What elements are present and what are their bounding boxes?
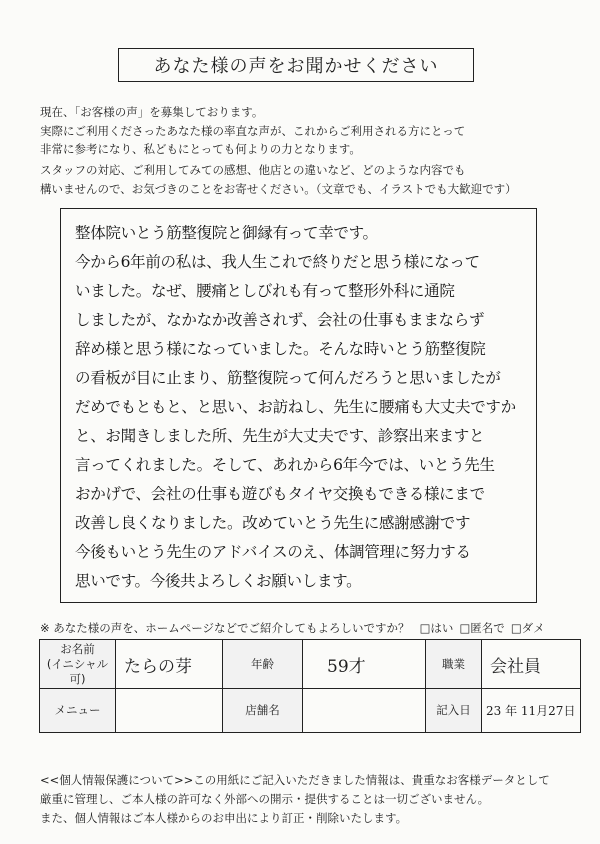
handwritten-line: おかげで、会社の仕事も遊びもタイヤ交換もできる様にまで xyxy=(75,485,485,503)
privacy-notice xyxy=(40,771,585,828)
option-anonymous-checkbox[interactable]: □匿名で xyxy=(459,621,505,635)
handwritten-line: 辞め様と思う様になっていました。そんな時いとう筋整復院 xyxy=(75,340,486,358)
intro-paragraph-1 xyxy=(40,103,580,159)
option-no-checkbox[interactable]: □ダメ xyxy=(510,621,545,635)
name-label xyxy=(40,640,116,689)
handwritten-line: 今後もいとう先生のアドバイスのえ、体調管理に努力する xyxy=(75,543,471,561)
job-label: 職業 xyxy=(426,640,482,689)
handwritten-line: しましたが、なかなか改善されず、会社の仕事もままならず xyxy=(75,311,485,329)
intro-paragraph-2 xyxy=(40,161,580,198)
permission-question xyxy=(40,620,580,636)
permission-text: ※ あなた様の声を、ホームページなどでご紹介してもよろしいですか？ xyxy=(40,621,410,635)
handwritten-line: 思いです。今後共よろしくお願いします。 xyxy=(75,572,362,590)
intro-line: 構いませんので、お気づきのことをお寄せください。（文章でも、イラストでも大歓迎です） xyxy=(40,181,517,196)
age-field[interactable]: 59才 xyxy=(303,640,426,689)
handwritten-line: と、お聞きしました所、先生が大丈夫です、診察出来ますと xyxy=(75,427,485,445)
option-yes-checkbox[interactable]: □はい xyxy=(419,621,454,635)
menu-label: メニュー xyxy=(40,689,116,733)
customer-info-table xyxy=(39,639,581,733)
intro-line: 非常に参考になり、私どもにとっても何よりの力となります。 xyxy=(40,142,361,156)
handwritten-line: 改善し良くなりました。改めていとう先生に感謝感謝です xyxy=(75,514,471,532)
handwritten-line: 言ってくれました。そして、あれから6年今では、いとう先生 xyxy=(75,456,495,474)
handwritten-line: 今から6年前の私は、我人生これで終りだと思う様になって xyxy=(75,253,480,271)
handwritten-line: の看板が目に止まり、筋整復院って何んだろうと思いましたが xyxy=(75,369,501,387)
store-label: 店舗名 xyxy=(223,689,303,733)
menu-field[interactable] xyxy=(116,689,223,733)
form-title: あなた様の声をお聞かせください xyxy=(118,48,474,82)
date-field[interactable]: 23 年 11月27日 xyxy=(482,689,581,733)
store-field[interactable] xyxy=(303,689,426,733)
handwritten-voice-box xyxy=(60,208,537,603)
handwritten-line: 整体院いとう筋整復院と御縁有って幸です。 xyxy=(75,224,378,242)
privacy-line: また、個人情報はご本人様からのお申出により訂正・削除いたします。 xyxy=(40,811,408,825)
handwritten-line: だめでもともと、と思い、お訪ねし、先生に腰痛も大丈夫ですか xyxy=(75,398,516,416)
age-label: 年齢 xyxy=(223,640,303,689)
intro-line: スタッフの対応、ご利用してみての感想、他店との違いなど、どのような内容でも xyxy=(40,163,466,177)
name-label-text: お名前 xyxy=(60,641,95,656)
privacy-line: <<個人情報保護について>>この用紙にご記入いただきました情報は、貴重なお客様データとして xyxy=(40,773,550,787)
handwritten-line: いました。なぜ、腰痛としびれも有って整形外科に通院 xyxy=(75,282,455,300)
name-field[interactable]: たらの芽 xyxy=(116,640,223,689)
intro-line: 現在、「お客様の声」を募集しております。 xyxy=(40,105,264,119)
privacy-line: 厳重に管理し、ご本人様の許可なく外部への開示・提供することは一切ございません。 xyxy=(40,792,490,806)
job-field[interactable]: 会社員 xyxy=(482,640,581,689)
date-label: 記入日 xyxy=(426,689,482,733)
name-label-sub: (イニシャル可) xyxy=(46,656,109,686)
intro-line: 実際にご利用くださったあなた様の率直な声が、これからご利用される方にとって xyxy=(40,123,466,138)
